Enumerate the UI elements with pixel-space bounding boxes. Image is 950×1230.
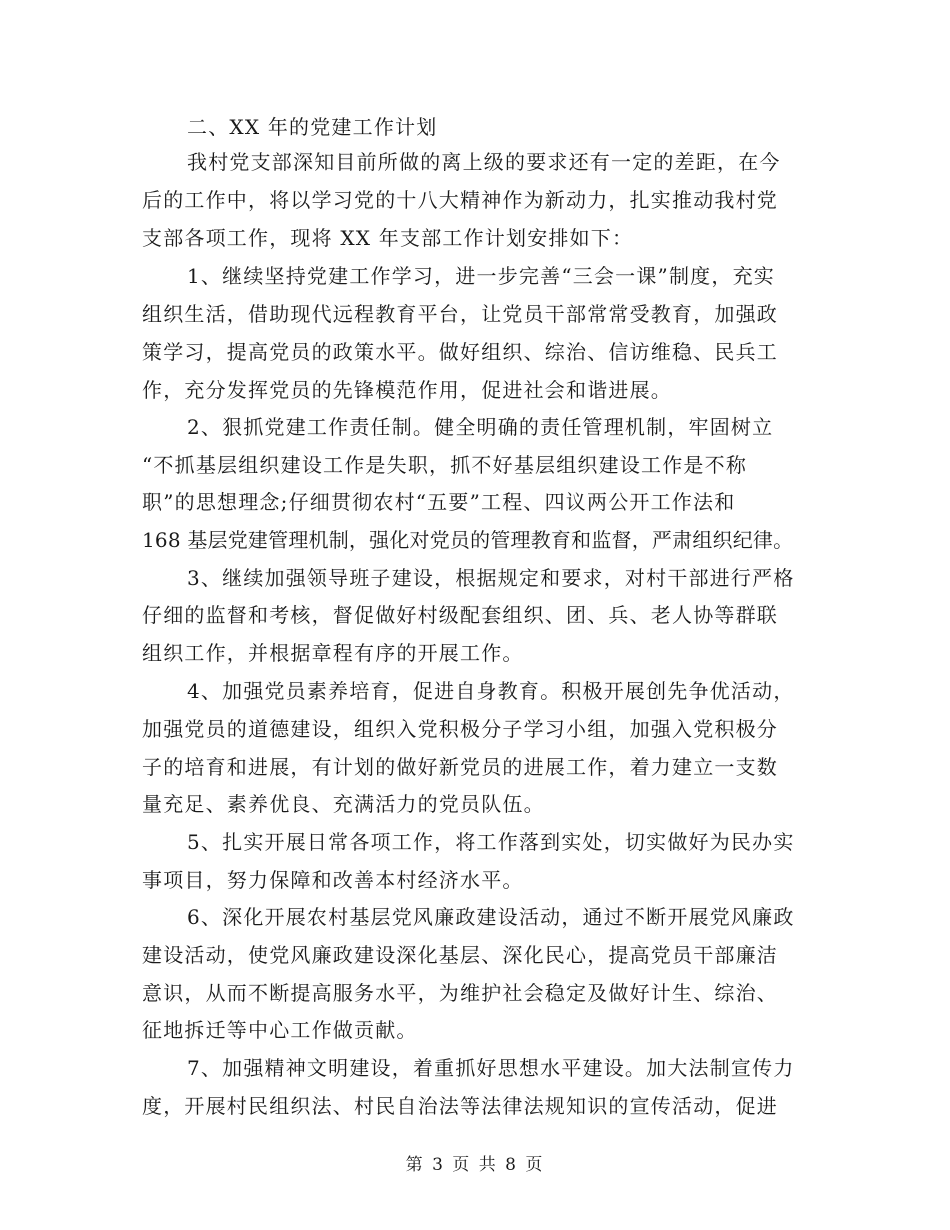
paragraph-line: 加强党员的道德建设，组织入党积极分子学习小组，加强入党积极分 [142,717,778,741]
paragraph-line: 策学习，提高党员的政策水平。做好组织、综治、信访维稳、民兵工 [142,340,778,364]
paragraph-line: 职”的思想理念;仔细贯彻农村“五要”工程、四议两公开工作法和 [142,490,736,514]
paragraph-line: 3、继续加强领导班子建设，根据规定和要求，对村干部进行严格 [187,566,795,590]
paragraph-line: 事项目，努力保障和改善本村经济水平。 [142,868,524,892]
paragraph-line: 组织生活，借助现代远程教育平台，让党员干部常常受教育，加强政 [142,302,778,326]
paragraph-line: 建设活动，使党风廉政建设深化基层、深化民心，提高党员干部廉洁 [142,943,778,967]
paragraph-line: 2、狠抓党建工作责任制。健全明确的责任管理机制，牢固树立 [187,415,774,439]
paragraph-line: 意识，从而不断提高服务水平，为维护社会稳定及做好计生、综治、 [142,981,778,1005]
section-heading: 二、XX 年的党建工作计划 [187,115,438,139]
paragraph-line: “不抓基层组织建设工作是失职，抓不好基层组织建设工作是不称 [142,453,748,477]
paragraph-line: 我村党支部深知目前所做的离上级的要求还有一定的差距，在今 [187,150,781,174]
paragraph-line: 6、深化开展农村基层党风廉政建设活动，通过不断开展党风廉政 [187,905,795,929]
page-number-footer: 第 3 页 共 8 页 [405,1155,545,1175]
paragraph-line: 仔细的监督和考核，督促做好村级配套组织、团、兵、老人协等群联 [142,603,778,627]
paragraph-line: 4、加强党员素养培育，促进自身教育。积极开展创先争优活动， [187,679,795,703]
paragraph-line: 168 基层党建管理机制，强化对党员的管理教育和监督，严肃组织纪律。 [142,528,794,552]
paragraph-line: 1、继续坚持党建工作学习，进一步完善“三会一课”制度，充实 [187,264,775,288]
paragraph-line: 支部各项工作，现将 XX 年支部工作计划安排如下： [142,226,634,250]
paragraph-line: 组织工作，并根据章程有序的开展工作。 [142,641,524,665]
paragraph-line: 征地拆迁等中心工作做贡献。 [142,1018,418,1042]
paragraph-line: 后的工作中，将以学习党的十八大精神作为新动力，扎实推动我村党 [142,188,778,212]
paragraph-line: 子的培育和进展，有计划的做好新党员的进展工作，着力建立一支数 [142,755,778,779]
paragraph-line: 7、加强精神文明建设，着重抓好思想水平建设。加大法制宣传力 [187,1056,795,1080]
paragraph-line: 作，充分发挥党员的先锋模范作用，促进社会和谐进展。 [142,378,672,402]
paragraph-line: 量充足、素养优良、充满活力的党员队伍。 [142,792,545,816]
paragraph-line: 度，开展村民组织法、村民自治法等法律法规知识的宣传活动，促进 [142,1094,778,1118]
paragraph-line: 5、扎实开展日常各项工作，将工作落到实处，切实做好为民办实 [187,830,795,854]
